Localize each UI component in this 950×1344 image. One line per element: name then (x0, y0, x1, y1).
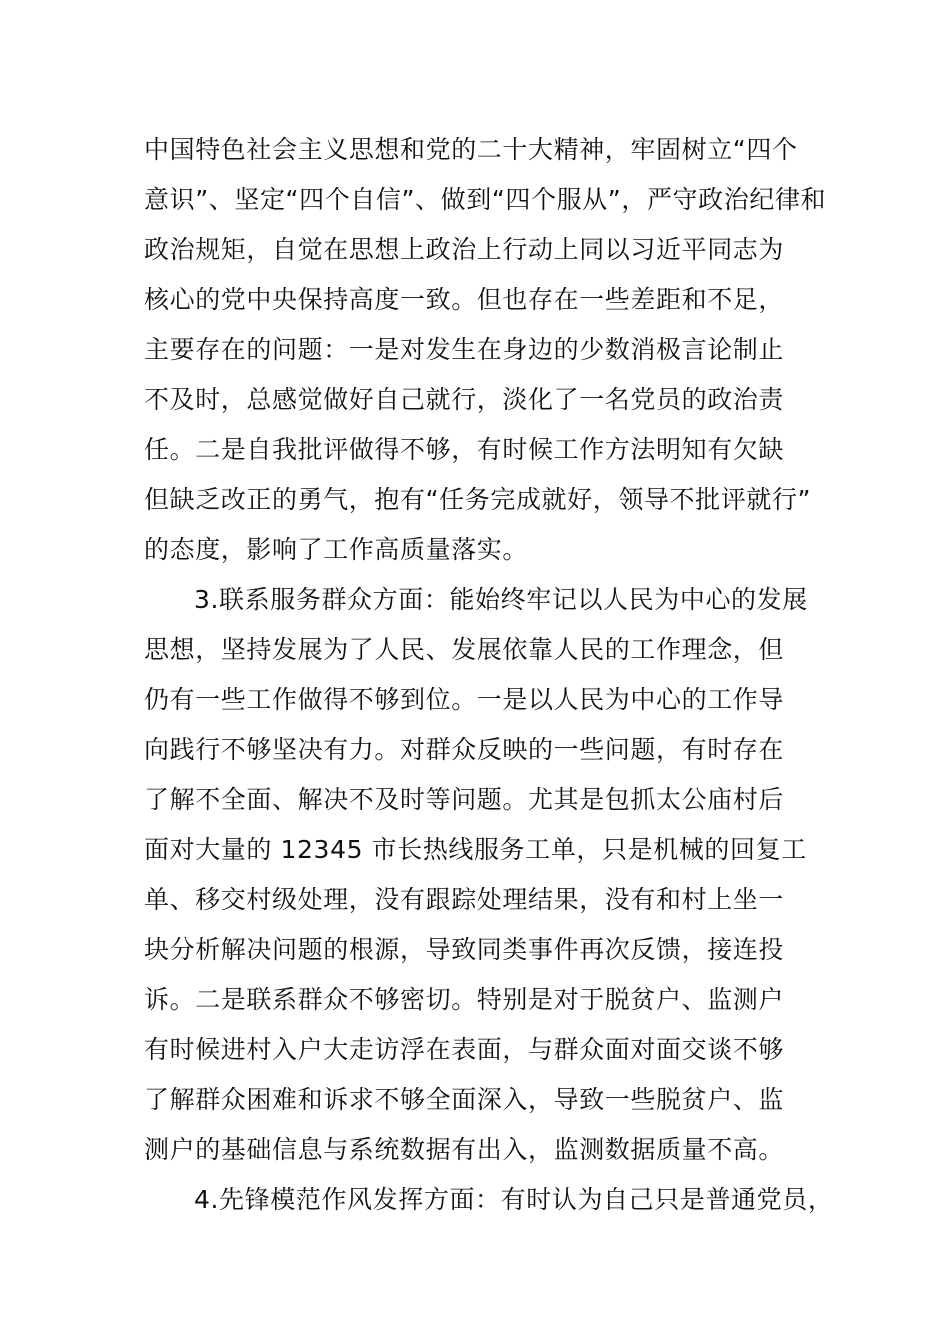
text-line: 中国特色社会主义思想和党的二十大精神，牢固树立“四个 (144, 135, 798, 164)
text-line: 的态度，影响了工作高质量落实。 (144, 535, 529, 564)
text-line: 主要存在的问题：一是对发生在身边的少数消极言论制止 (144, 335, 785, 364)
text-line: 测户的基础信息与系统数据有出入，监测数据质量不高。 (144, 1135, 785, 1164)
text-line: 政治规矩，自觉在思想上政治上行动上同以习近平同志为 (144, 235, 785, 264)
text-line: 了解群众困难和诉求不够全面深入，导致一些脱贫户、监 (144, 1085, 785, 1114)
text-line: 但缺乏改正的勇气，抱有“任务完成就好，领导不批评就行” (144, 485, 812, 514)
text-line: 了解不全面、解决不及时等问题。尤其是包抓太公庙村后 (144, 785, 785, 814)
text-line: 仍有一些工作做得不够到位。一是以人民为中心的工作导 (144, 685, 785, 714)
text-line: 意识”、坚定“四个自信”、做到“四个服从”，严守政治纪律和 (144, 185, 827, 214)
section-heading-line: 4.先锋模范作风发挥方面：有时认为自己只是普通党员， (194, 1185, 834, 1214)
text-line: 诉。二是联系群众不够密切。特别是对于脱贫户、监测户 (144, 985, 785, 1014)
text-line: 思想，坚持发展为了人民、发展依靠人民的工作理念，但 (144, 635, 785, 664)
text-line: 单、移交村级处理，没有跟踪处理结果，没有和村上坐一 (144, 885, 785, 914)
text-line: 向践行不够坚决有力。对群众反映的一些问题，有时存在 (144, 735, 785, 764)
section-heading-line: 3.联系服务群众方面：能始终牢记以人民为中心的发展 (194, 585, 808, 614)
text-line: 任。二是自我批评做得不够，有时候工作方法明知有欠缺 (144, 435, 785, 464)
text-line: 不及时，总感觉做好自己就行，淡化了一名党员的政治责 (144, 385, 785, 414)
text-line: 有时候进村入户大走访浮在表面，与群众面对面交谈不够 (144, 1035, 785, 1064)
text-line: 面对大量的 12345 市长热线服务工单，只是机械的回复工 (144, 835, 807, 864)
text-line: 核心的党中央保持高度一致。但也存在一些差距和不足， (144, 285, 785, 314)
text-line: 块分析解决问题的根源，导致同类事件再次反馈，接连投 (144, 935, 785, 964)
